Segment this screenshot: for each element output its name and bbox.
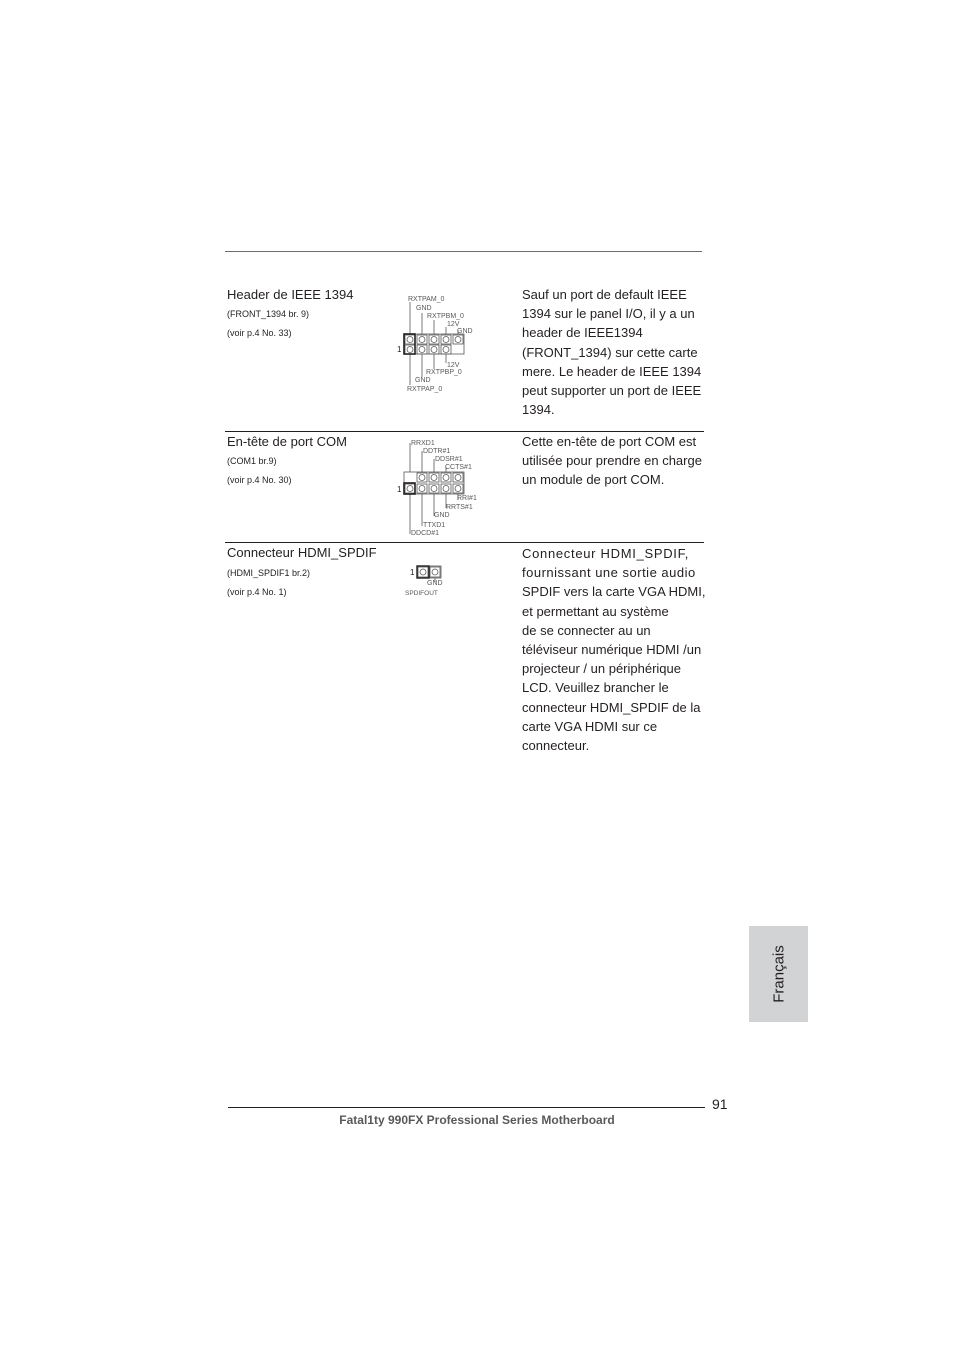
pin-label: GND [457, 328, 473, 335]
section-description [522, 544, 706, 755]
section-title: Connecteur HDMI_SPDIF [227, 545, 377, 560]
pin-label: TTXD1 [423, 522, 446, 529]
description-line: 1394 sur le panel I/O, il y a un [522, 306, 695, 322]
description-line: LCD. Veuillez brancher le [522, 680, 669, 696]
com-port-header-diagram [397, 438, 479, 540]
ieee1394-header-diagram [397, 293, 479, 395]
pin-label: CCTS#1 [445, 464, 472, 471]
section-ref-connector: (FRONT_1394 br. 9) [227, 309, 310, 319]
description-line: mere. Le header de IEEE 1394 [522, 363, 702, 379]
description-line: de se connecter au un [522, 622, 651, 638]
description-line: projecteur / un périphérique [522, 661, 681, 677]
description-line: Cette en-tête de port COM est [522, 434, 697, 449]
pin-label: RRTS#1 [446, 504, 473, 511]
description-line: Connecteur HDMI_SPDIF, [522, 546, 690, 561]
pin-label: RXTPBM_0 [427, 313, 464, 320]
pin-label: DDCD#1 [411, 530, 440, 537]
section-ref-connector: (HDMI_SPDIF1 br.2) [227, 568, 311, 578]
language-tab-label: Français [770, 945, 787, 1003]
description-line: téléviseur numérique HDMI /un [522, 642, 702, 658]
section-title: Header de IEEE 1394 [227, 287, 354, 302]
section-description [522, 285, 706, 419]
description-line: et permettant au système [522, 603, 669, 619]
pin-label: GND [415, 377, 431, 384]
page-number: 91 [712, 1096, 728, 1112]
section-title: En-tête de port COM [227, 434, 347, 449]
pin-label: RXTPBP_0 [426, 369, 462, 376]
pin-label: RRXD1 [411, 440, 435, 447]
section-ref-page: (voir p.4 No. 30) [227, 475, 292, 485]
footer-title: Fatal1ty 990FX Professional Series Motherboard [339, 1113, 615, 1127]
description-line: connecteur. [522, 738, 590, 754]
pin-label: DDSR#1 [435, 456, 463, 463]
pin-label: GND [434, 512, 450, 519]
pin-label: RRI#1 [457, 495, 477, 502]
pin-label: GND [427, 580, 443, 587]
pin-label: 12V [447, 321, 460, 328]
description-line: un module de port COM. [522, 472, 665, 488]
description-line: utilisée pour prendre en charge [522, 453, 702, 469]
hdmi-spdif-connector-diagram [404, 562, 464, 602]
description-line: 1394. [522, 402, 555, 418]
description-line: Sauf un port de default IEEE [522, 287, 687, 302]
pin-label: GND [416, 305, 432, 312]
pin-label: SPDIFOUT [405, 590, 438, 597]
description-line: SPDIF vers la carte VGA HDMI, [522, 584, 706, 600]
description-line: header de IEEE1394 [522, 325, 643, 341]
pin-one-label: 1 [397, 345, 402, 354]
pin-label: DDTR#1 [423, 448, 451, 455]
top-rule [225, 251, 702, 252]
description-line: fournissant une sortie audio [522, 565, 696, 581]
description-line: carte VGA HDMI sur ce [522, 718, 658, 734]
description-line: connecteur HDMI_SPDIF de la [522, 699, 701, 715]
language-tab [749, 926, 808, 1022]
pin-label: RXTPAM_0 [408, 296, 445, 303]
footer-rule [228, 1107, 705, 1108]
description-line: peut supporter un port de IEEE [522, 383, 702, 399]
section-divider [225, 542, 704, 543]
pin-label: 12V [447, 362, 460, 369]
section-ref-page: (voir p.4 No. 1) [227, 587, 287, 597]
section-ref-connector: (COM1 br.9) [227, 456, 277, 466]
pin-one-label: 1 [410, 568, 415, 577]
description-line: (FRONT_1394) sur cette carte [522, 344, 698, 360]
pin-label: RXTPAP_0 [407, 386, 443, 393]
section-description [522, 432, 706, 490]
pin-one-label: 1 [397, 485, 402, 494]
section-ref-page: (voir p.4 No. 33) [227, 328, 292, 338]
